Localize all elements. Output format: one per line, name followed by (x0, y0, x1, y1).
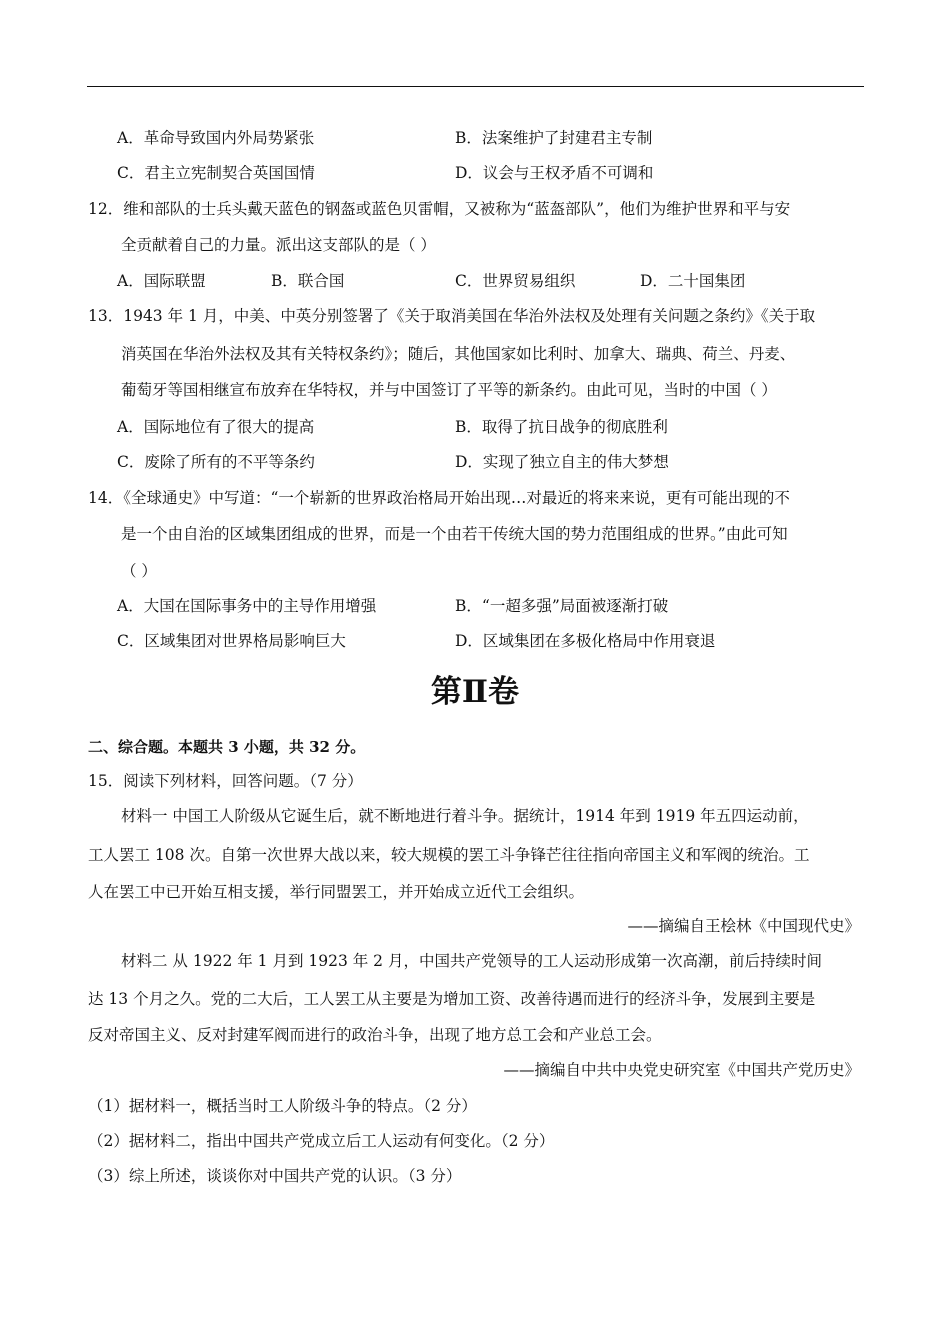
q12-stem-line1: 12．维和部队的士兵头戴天蓝色的钢盔或蓝色贝雷帽，又被称为“蓝盔部队”，他们为维护世界和平与安 (88, 200, 791, 218)
q13-stem-line3: 葡萄牙等国相继宣布放弃在华特权，并与中国签订了平等的新条约。由此可见，当时的中国（ ） (121, 381, 777, 399)
q11-option-a: A．革命导致国内外局势紧张 (117, 129, 315, 147)
q15-material1-source: ——摘编自王桧林《中国现代史》 (627, 917, 860, 935)
q15-subquestion-2: （2）据材料二，指出中国共产党成立后工人运动有何变化。（2 分） (88, 1132, 555, 1150)
q12-option-b: B．联合国 (271, 272, 345, 290)
q12-option-d: D．二十国集团 (640, 272, 746, 290)
q13-stem-line2: 消英国在华治外法权及其有关特权条约》；随后，其他国家如比利时、加拿大、瑞典、荷兰、丹麦、 (121, 345, 796, 363)
q13-option-c: C．废除了所有的不平等条约 (117, 453, 315, 471)
q15-material2-line2: 达 13 个月之久。党的二大后，工人罢工从主要是为增加工资、改善待遇而进行的经济斗争，发展到主要是 (88, 990, 816, 1008)
q15-material2-line3: 反对帝国主义、反对封建军阀而进行的政治斗争，出现了地方总工会和产业总工会。 (88, 1026, 662, 1044)
q15-material1-line1: 材料一 中国工人阶级从它诞生后，就不断地进行着斗争。据统计，1914 年到 1919 年五四运动前， (121, 807, 809, 825)
q15-material2-source: ——摘编自中共中央党史研究室《中国共产党历史》 (503, 1061, 860, 1079)
q13-option-b: B．取得了抗日战争的彻底胜利 (455, 418, 668, 436)
q11-option-b: B．法案维护了封建君主专制 (455, 129, 653, 147)
q12-option-a: A．国际联盟 (117, 272, 206, 290)
section-two-title: 二、综合题。本题共 3 小题，共 32 分。 (88, 738, 366, 756)
q14-option-c: C．区域集团对世界格局影响巨大 (117, 632, 346, 650)
q14-option-b: B．“一超多强”局面被逐渐打破 (455, 597, 669, 615)
q13-option-a: A．国际地位有了很大的提高 (117, 418, 315, 436)
header-rule (87, 86, 864, 87)
q15-subquestion-1: （1）据材料一，概括当时工人阶级斗争的特点。（2 分） (88, 1097, 477, 1115)
q13-option-d: D．实现了独立自主的伟大梦想 (455, 453, 669, 471)
q15-material1-line3: 人在罢工中已开始互相支援，举行同盟罢工，并开始成立近代工会组织。 (88, 883, 585, 901)
q15-subquestion-3: （3）综上所述，谈谈你对中国共产党的认识。（3 分） (88, 1167, 462, 1185)
q15-stem: 15．阅读下列材料，回答问题。（7 分） (88, 772, 363, 790)
part-two-heading: 第Ⅱ卷 (430, 674, 520, 710)
q14-stem-line1: 14．《全球通史》中写道：“一个崭新的世界政治格局开始出现…对最近的将来来说，更有可能出现的不 (88, 489, 790, 507)
q11-option-d: D．议会与王权矛盾不可调和 (455, 164, 654, 182)
q14-option-d: D．区域集团在多极化格局中作用衰退 (455, 632, 716, 650)
q14-stem-line2: 是一个由自治的区域集团组成的世界，而是一个由若干传统大国的势力范围组成的世界。”由此可知 (121, 525, 788, 543)
q11-option-c: C．君主立宪制契合英国国情 (117, 164, 315, 182)
q12-option-c: C．世界贸易组织 (455, 272, 576, 290)
q15-material2-line1: 材料二 从 1922 年 1 月到 1923 年 2 月，中国共产党领导的工人运动形成第一次高潮，前后持续时间 (121, 952, 822, 970)
q12-stem-line2: 全贡献着自己的力量。派出这支部队的是（ ） (121, 236, 436, 254)
q14-stem-line3: （ ） (121, 562, 157, 580)
q14-option-a: A．大国在国际事务中的主导作用增强 (117, 597, 377, 615)
q13-stem-line1: 13．1943 年 1 月，中美、中英分别签署了《关于取消美国在华治外法权及处理有关问题之条约》《关于取 (88, 307, 816, 325)
q15-material1-line2: 工人罢工 108 次。自第一次世界大战以来，较大规模的罢工斗争锋芒往往指向帝国主义和军阀的统治。工 (88, 846, 810, 864)
